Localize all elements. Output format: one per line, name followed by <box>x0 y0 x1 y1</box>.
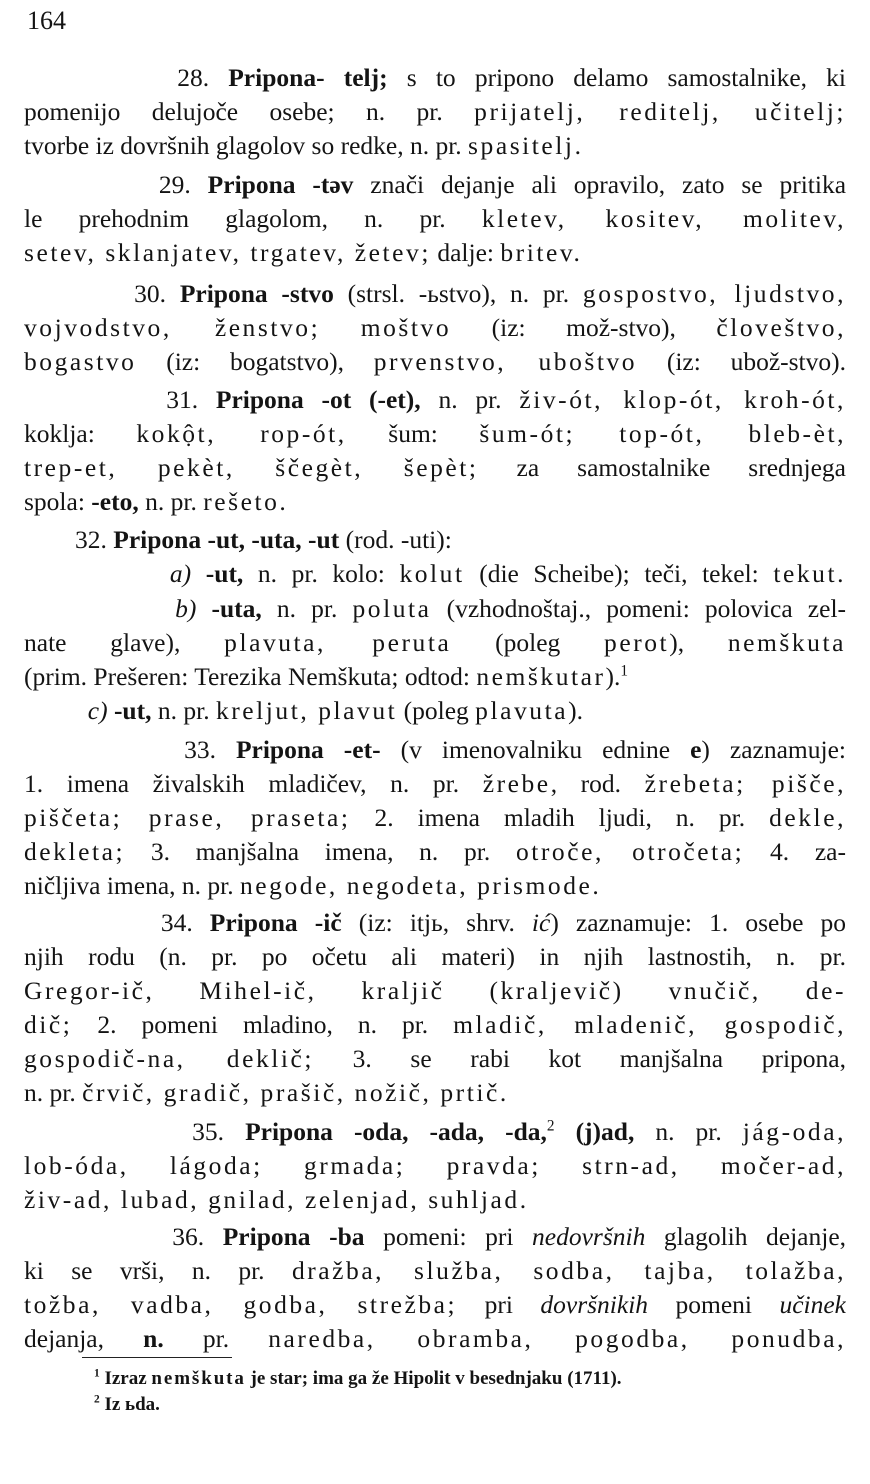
footnote-ref-1[interactable]: 1 <box>620 662 629 680</box>
paragraph-33-line-1: 33. Pripona -et- (v imenovalniku ednine e) zaznamuje: <box>184 735 846 764</box>
paragraph-32-line-1: 32. Pripona -ut, -uta, -ut (rod. -uti): <box>75 525 452 554</box>
paragraph-31-line-2: koklja: kokột, rop-ót, šum: šum-ót; top-ót, bleb-èt, <box>24 419 846 448</box>
paragraph-30-line-1: 30. Pripona -stvo (strsl. -ьstvo), n. pr. gospostvo, ljudstvo, <box>134 279 846 308</box>
paragraph-34-line-3: Gregor-ič, Mihel-ič, kraljič (kraljevič) vnučič, de- <box>24 976 846 1005</box>
footnote-1: $^1$ Izraz nemškuta je star; ima ga že Hipolit v besednjaku (1711). <box>94 1367 622 1389</box>
paragraph-31-line-3: trep-et, pekèt, ščegèt, šepèt; za samostalnike srednjega <box>24 453 846 482</box>
paragraph-32-line-3: b) -uta, n. pr. poluta (vzhodnoštaj., pomeni: polovica zel- <box>175 594 846 623</box>
paragraph-35-line-1: 35. Pripona -oda, -ada, -da,$^2$ (j)ad, n. pr. jág-oda, <box>192 1117 846 1146</box>
footnote-ref-2[interactable]: 2 <box>546 1117 555 1135</box>
paragraph-34-line-4: dič; 2. pomeni mladino, n. pr. mladič, mladenič, gospodič, <box>24 1010 846 1039</box>
paragraph-28-line-3: tvorbe iz dovršnih glagolov so redke, n. pr. spasitelj. <box>24 131 584 160</box>
paragraph-31-line-1: 31. Pripona -ot (-et), n. pr. živ-ót, klop-ót, kroh-ót, <box>166 385 846 414</box>
paragraph-32-line-6: c) -ut, n. pr. kreljut, plavut (poleg plavuta). <box>87 696 583 725</box>
paragraph-32-line-2: a) -ut, n. pr. kolo: kolut (die Scheibe); teči, tekel: tekut. <box>169 559 846 588</box>
footnote-divider <box>82 1357 232 1358</box>
paragraph-36-line-4: dejanja, n. pr. naredba, obramba, pogodba, ponudba, <box>24 1324 846 1353</box>
paragraph-33-line-5: ničljiva imena, n. pr. negode, negodeta, prismode. <box>24 871 602 900</box>
paragraph-29-line-2: le prehodnim glagolom, n. pr. kletev, kositev, molitev, <box>24 204 846 233</box>
paragraph-35-line-3: živ-ad, lubad, gnilad, zelenjad, suhljad. <box>24 1185 529 1214</box>
paragraph-35-line-2: lob-óda, lágoda; grmada; pravda; strn-ad, močer-ad, <box>24 1151 846 1180</box>
paragraph-34-line-5: gospodič-na, deklič; 3. se rabi kot manjšalna pripona, <box>24 1044 846 1073</box>
paragraph-36-line-1: 36. Pripona -ba pomeni: pri nedovršnih glagolih dejanje, <box>172 1222 846 1251</box>
paragraph-30-line-2: vojvodstvo, ženstvo; moštvo (iz: mož-stvo), človeštvo, <box>24 313 846 342</box>
page-number: 164 <box>27 6 66 35</box>
paragraph-32-line-5: (prim. Prešeren: Terezika Nemškuta; odtod: nemškutar).$^1$ <box>24 662 629 691</box>
paragraph-33-line-3: piščeta; prase, praseta; 2. imena mladih ljudi, n. pr. dekle, <box>24 803 846 832</box>
paragraph-30-line-3: bogastvo (iz: bogatstvo), prvenstvo, uboštvo (iz: ubož-stvo). <box>24 347 846 376</box>
paragraph-36-line-3: tožba, vadba, godba, strežba; pri dovršnikih pomeni učinek <box>24 1290 846 1319</box>
paragraph-34-line-2: njih rodu (n. pr. po očetu ali materi) in njih lastnostih, n. pr. <box>24 942 846 971</box>
paragraph-34-line-1: 34. Pripona -ič (iz: itjь, shrv. ić) zaznamuje: 1. osebe po <box>160 908 846 937</box>
paragraph-33-line-4: dekleta; 3. manjšalna imena, n. pr. otroče, otročeta; 4. za- <box>24 837 846 866</box>
paragraph-31-line-4: spola: -eto, n. pr. rešeto. <box>24 487 289 516</box>
paragraph-34-line-6: n. pr. črvič, gradič, prašič, nožič, prtič. <box>24 1078 509 1107</box>
paragraph-32-line-4: nate glave), plavuta, peruta (poleg perot), nemškuta <box>24 628 846 657</box>
paragraph-33-line-2: 1. imena živalskih mladičev, n. pr. žrebe, rod. žrebeta; pišče, <box>24 769 846 798</box>
paragraph-28-line-2: pomenijo delujoče osebe; n. pr. prijatelj, reditelj, učitelj; <box>24 97 846 126</box>
paragraph-29-line-1: 29. Pripona -təv znači dejanje ali opravilo, zato se pritika <box>158 170 846 199</box>
paragraph-36-line-2: ki se vrši, n. pr. dražba, služba, sodba, tajba, tolažba, <box>24 1256 846 1285</box>
paragraph-28-line-1: 28. Pripona- telj; s to pripono delamo samostalnike, ki <box>177 63 846 92</box>
paragraph-29-line-3: setev, sklanjatev, trgatev, žetev; dalje: britev. <box>24 238 583 267</box>
footnote-2: $^2$ Iz ьda. <box>94 1393 160 1415</box>
